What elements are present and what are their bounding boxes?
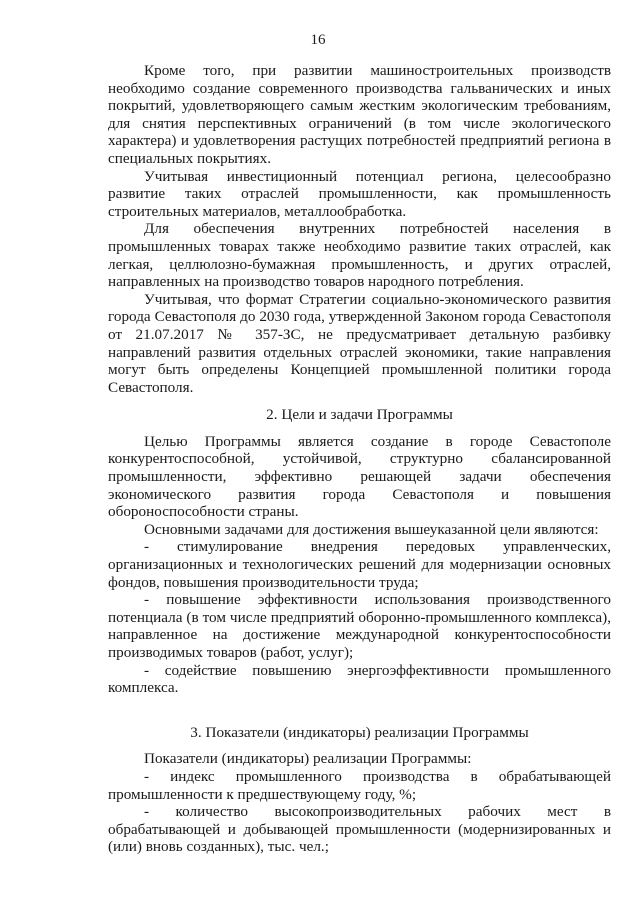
paragraph: Для обеспечения внутренних потребностей населения в промышленных товарах также необходимо развитие таких отраслей, как легкая, целлюлозно-бумажная промышленность, и других отраслей, направленных на производство товаров народного потребления. (108, 220, 611, 291)
paragraph: Показатели (индикаторы) реализации Программы: (144, 750, 472, 768)
page-number: 16 (310, 32, 326, 48)
section-heading: 2. Цели и задачи Программы (266, 406, 453, 424)
paragraph: Целью Программы является создание в городе Севастополе конкурентоспособной, устойчивой, структурно сбалансированной промышленности, эффективно решающей задачи обеспечения экономического развития города Севастополя и повышения обороноспособности страны. (108, 432, 611, 521)
list-item: - содействие повышению энергоэффективности промышленного комплекса. (108, 661, 611, 697)
document-body (108, 62, 611, 856)
list-item: - стимулирование внедрения передовых управленческих, организационных и технологических решений для модернизации основных фондов, повышения производительности труда; (108, 538, 611, 591)
paragraph: Учитывая инвестиционный потенциал региона, целесообразно развитие таких отраслей промышленности, как промышленность строительных материалов, металлообработка. (108, 167, 611, 220)
paragraph: Учитывая, что формат Стратегии социально-экономического развития города Севастополя до 2030 года, утвержденной Законом города Севастополя от 21.07.2017 № 357-ЗС, не предусматривает детальную разбивку направлений развития отдельных отраслей экономики, такие направления могут быть определены Концепцией промышленной политики города Севастополя. (108, 290, 611, 396)
section-heading: 3. Показатели (индикаторы) реализации Программы (190, 723, 529, 741)
list-item: - повышение эффективности использования производственного потенциала (в том числе предприятий оборонно-промышленного комплекса), направленное на достижение международной конкурентоспособности производимых товаров (работ, услуг); (108, 591, 611, 661)
list-item: - индекс промышленного производства в обрабатывающей промышленности к предшествующему году, %; (108, 767, 611, 803)
paragraph: Кроме того, при развитии машиностроительных производств необходимо создание современного производства гальванических и иных покрытий, удовлетворяющего самым жестким экологическим требованиям, для снятия перспективных ограничений (в том числе экологического характера) и удовлетворения растущих потребностей предприятий региона в специальных покрытиях. (108, 62, 611, 167)
paragraph: Основными задачами для достижения вышеуказанной цели являются: (144, 520, 599, 538)
list-item: - количество высокопроизводительных рабочих мест в обрабатывающей и добывающей промышленности (модернизированных и (или) вновь созданных), тыс. чел.; (108, 803, 611, 856)
